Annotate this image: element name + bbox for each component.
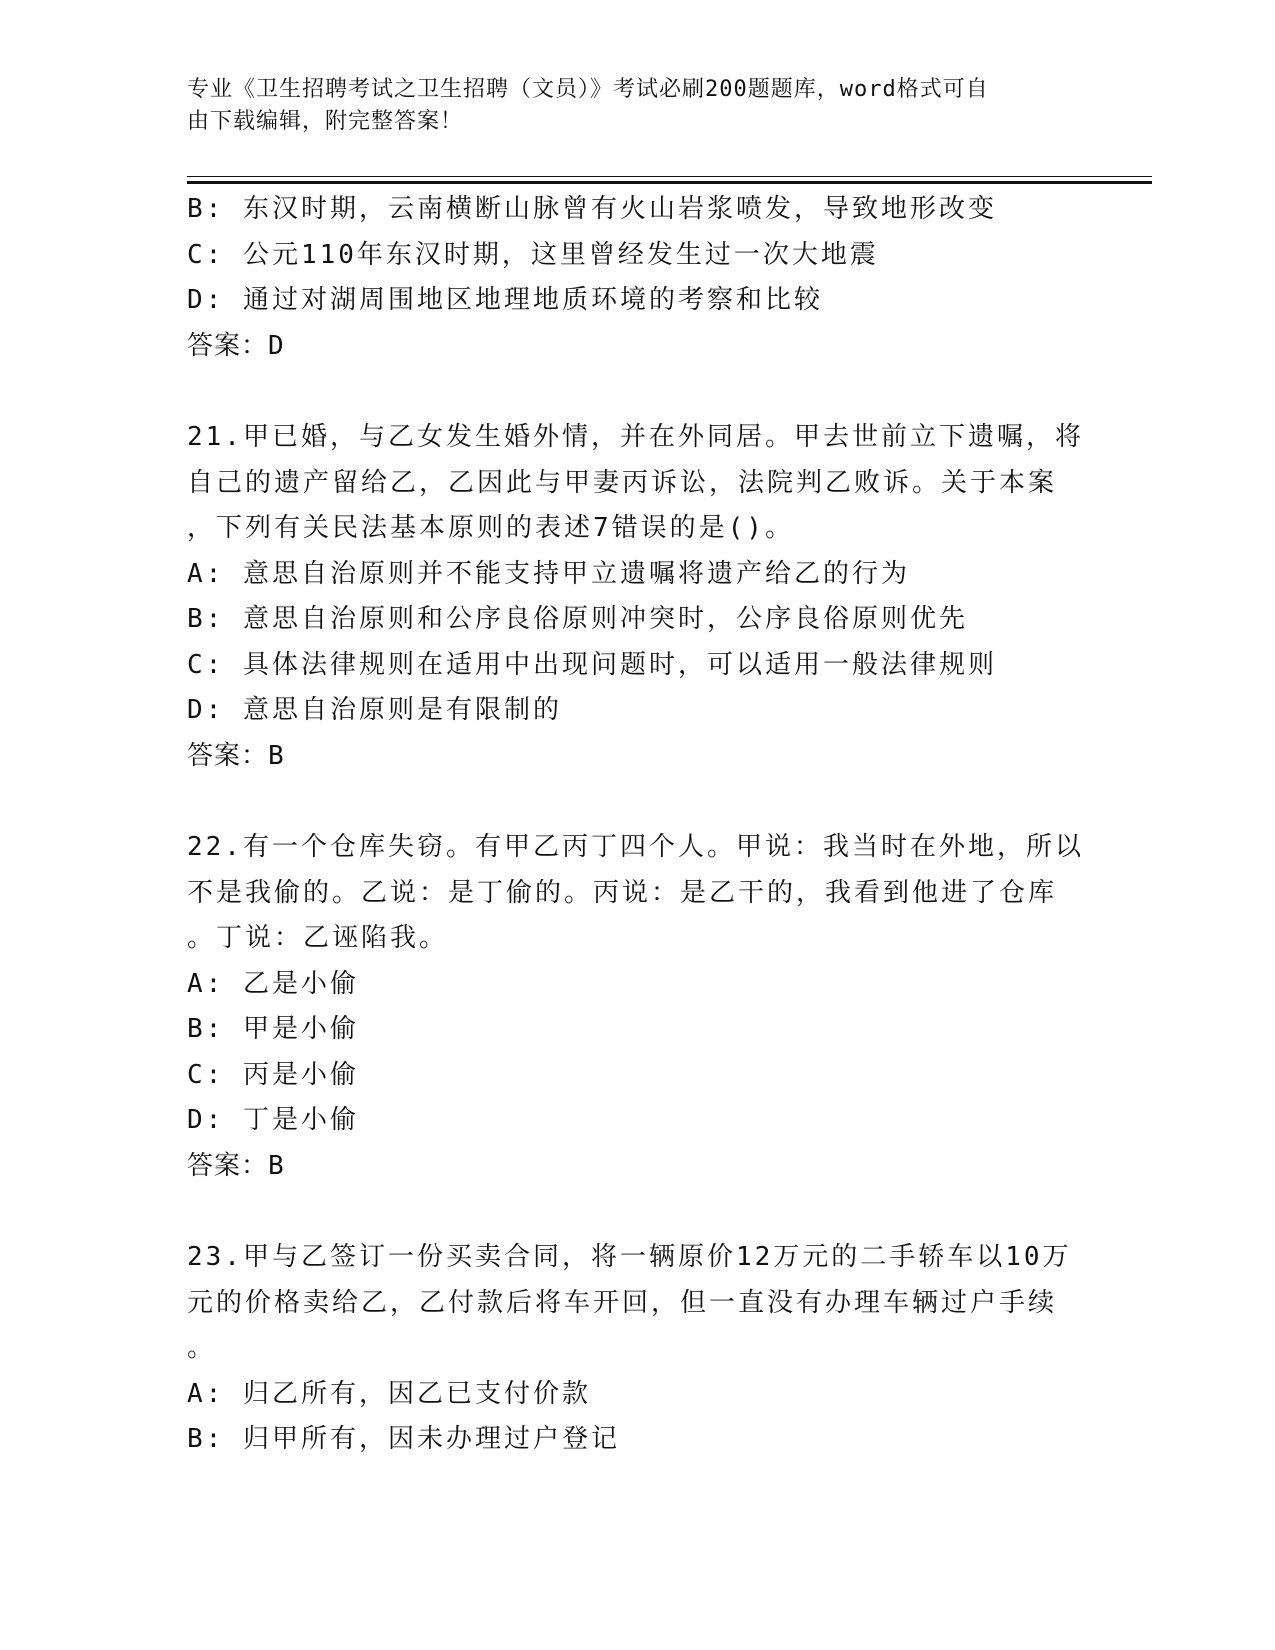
question-stem: 21.甲已婚，与乙女发生婚外情，并在外同居。甲去世前立下遗嘱，将 [187, 422, 1084, 452]
question-stem: 23.甲与乙签订一份买卖合同，将一辆原价12万元的二手轿车以10万 [187, 1242, 1072, 1272]
option-d: D: 意思自治原则是有限制的 [187, 695, 562, 725]
header-line-1: 专业《卫生招聘考试之卫生招聘（文员）》考试必刷200题题库，word格式可自 [187, 77, 989, 102]
answer-line: 答案：B [187, 740, 285, 771]
question-stem: 。 [187, 1333, 217, 1363]
answer-line: 答案：D [187, 330, 285, 361]
question-stem: 元的价格卖给乙，乙付款后将车开回，但一直没有办理车辆过户手续 [187, 1287, 1058, 1318]
header-divider-thin [187, 176, 1152, 177]
header-divider-thick [187, 181, 1152, 184]
document-header [187, 74, 1067, 138]
option-c: C: 公元110年东汉时期，这里曾经发生过一次大地震 [187, 239, 879, 270]
question-22 [187, 825, 1087, 1189]
spacer [187, 779, 1087, 825]
question-list [187, 187, 1087, 1463]
question-stem: 22.有一个仓库失窃。有甲乙丙丁四个人。甲说：我当时在外地，所以 [187, 832, 1084, 862]
option-a: A: 意思自治原则并不能支持甲立遗嘱将遗产给乙的行为 [187, 558, 910, 589]
question-stem: ，下列有关民法基本原则的表述7错误的是()。 [187, 513, 794, 543]
option-b: B: 东汉时期，云南横断山脉曾有火山岩浆喷发，导致地形改变 [187, 194, 997, 224]
question-21 [187, 415, 1087, 779]
question-stem: 。丁说：乙诬陷我。 [187, 923, 449, 953]
option-d: D: 丁是小偷 [187, 1105, 359, 1135]
option-c: C: 丙是小偷 [187, 1059, 359, 1090]
option-c: C: 具体法律规则在适用中出现问题时，可以适用一般法律规则 [187, 649, 997, 680]
option-a: A: 归乙所有，因乙已支付价款 [187, 1378, 591, 1409]
spacer [187, 1189, 1087, 1235]
option-a: A: 乙是小偷 [187, 968, 359, 999]
question-20-tail [187, 187, 1087, 369]
option-b: B: 甲是小偷 [187, 1014, 359, 1044]
question-stem: 不是我偷的。乙说：是丁偷的。丙说：是乙干的，我看到他进了仓库 [187, 877, 1058, 908]
option-d: D: 通过对湖周围地区地理地质环境的考察和比较 [187, 285, 823, 315]
question-stem: 自己的遗产留给乙，乙因此与甲妻丙诉讼，法院判乙败诉。关于本案 [187, 467, 1058, 498]
spacer [187, 369, 1087, 415]
answer-line: 答案：B [187, 1150, 285, 1181]
option-b: B: 归甲所有，因未办理过户登记 [187, 1424, 620, 1454]
question-23 [187, 1235, 1087, 1463]
option-b: B: 意思自治原则和公序良俗原则冲突时，公序良俗原则优先 [187, 604, 968, 634]
header-line-2: 由下载编辑，附完整答案！ [187, 109, 464, 134]
